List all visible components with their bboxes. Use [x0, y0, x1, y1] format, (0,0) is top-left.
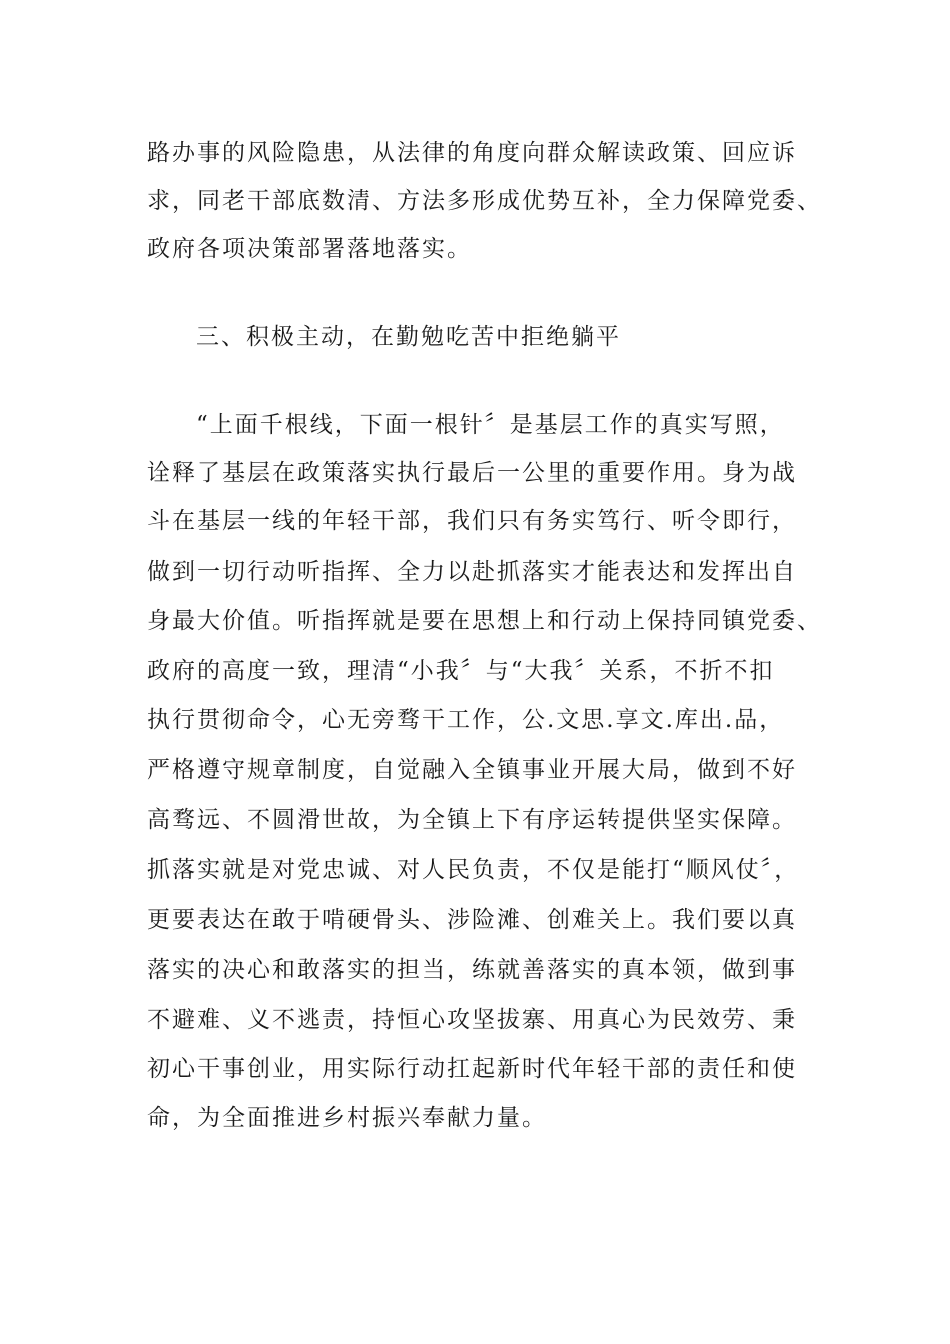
paragraph-2-line-14: 初心干事创业，用实际行动扛起新时代年轻干部的责任和使: [147, 1056, 797, 1082]
paragraph-1-line-1: 路办事的风险隐患，从法律的角度向群众解读政策、回应诉: [147, 140, 797, 166]
paragraph-2-line-6: 政府的高度一致，理清“小我〞与“大我〞关系，不折不扣: [147, 658, 775, 684]
paragraph-2-line-5: 身最大价值。听指挥就是要在思想上和行动上保持同镇党委、: [147, 608, 822, 634]
paragraph-1-line-2: 求，同老干部底数清、方法多形成优势互补，全力保障党委、: [147, 188, 822, 214]
paragraph-2-line-1: “上面千根线，下面一根针〞是基层工作的真实写照，: [196, 412, 785, 438]
paragraph-2-line-11: 更要表达在敢于啃硬骨头、涉险滩、创难关上。我们要以真: [147, 907, 797, 933]
paragraph-2-line-10: 抓落实就是对党忠诚、对人民负责，不仅是能打“顺风仗〞，: [147, 857, 800, 883]
paragraph-2-line-12: 落实的决心和敢落实的担当，练就善落实的真本领，做到事: [147, 957, 797, 983]
paragraph-1-line-3: 政府各项决策部署落地落实。: [147, 236, 472, 262]
paragraph-2-line-3: 斗在基层一线的年轻干部，我们只有务实笃行、听令即行，: [147, 508, 797, 534]
paragraph-2-line-13: 不避难、义不逃责，持恒心攻坚拔寨、用真心为民效劳、秉: [147, 1007, 797, 1033]
paragraph-2-line-7: 执行贯彻命令，心无旁骛干工作，公.文思.享文.库出.品，: [147, 707, 785, 733]
paragraph-2-line-9: 高骛远、不圆滑世故，为全镇上下有序运转提供坚实保障。: [147, 807, 797, 833]
paragraph-2-line-2: 诠释了基层在政策落实执行最后一公里的重要作用。身为战: [147, 460, 797, 486]
paragraph-2-line-8: 严格遵守规章制度，自觉融入全镇事业开展大局，做到不好: [147, 757, 797, 783]
paragraph-2-line-4: 做到一切行动听指挥、全力以赴抓落实才能表达和发挥出自: [147, 559, 797, 585]
section-heading: 三、积极主动，在勤勉吃苦中拒绝躺平: [196, 324, 621, 350]
paragraph-2-line-15: 命，为全面推进乡村振兴奉献力量。: [147, 1105, 547, 1131]
